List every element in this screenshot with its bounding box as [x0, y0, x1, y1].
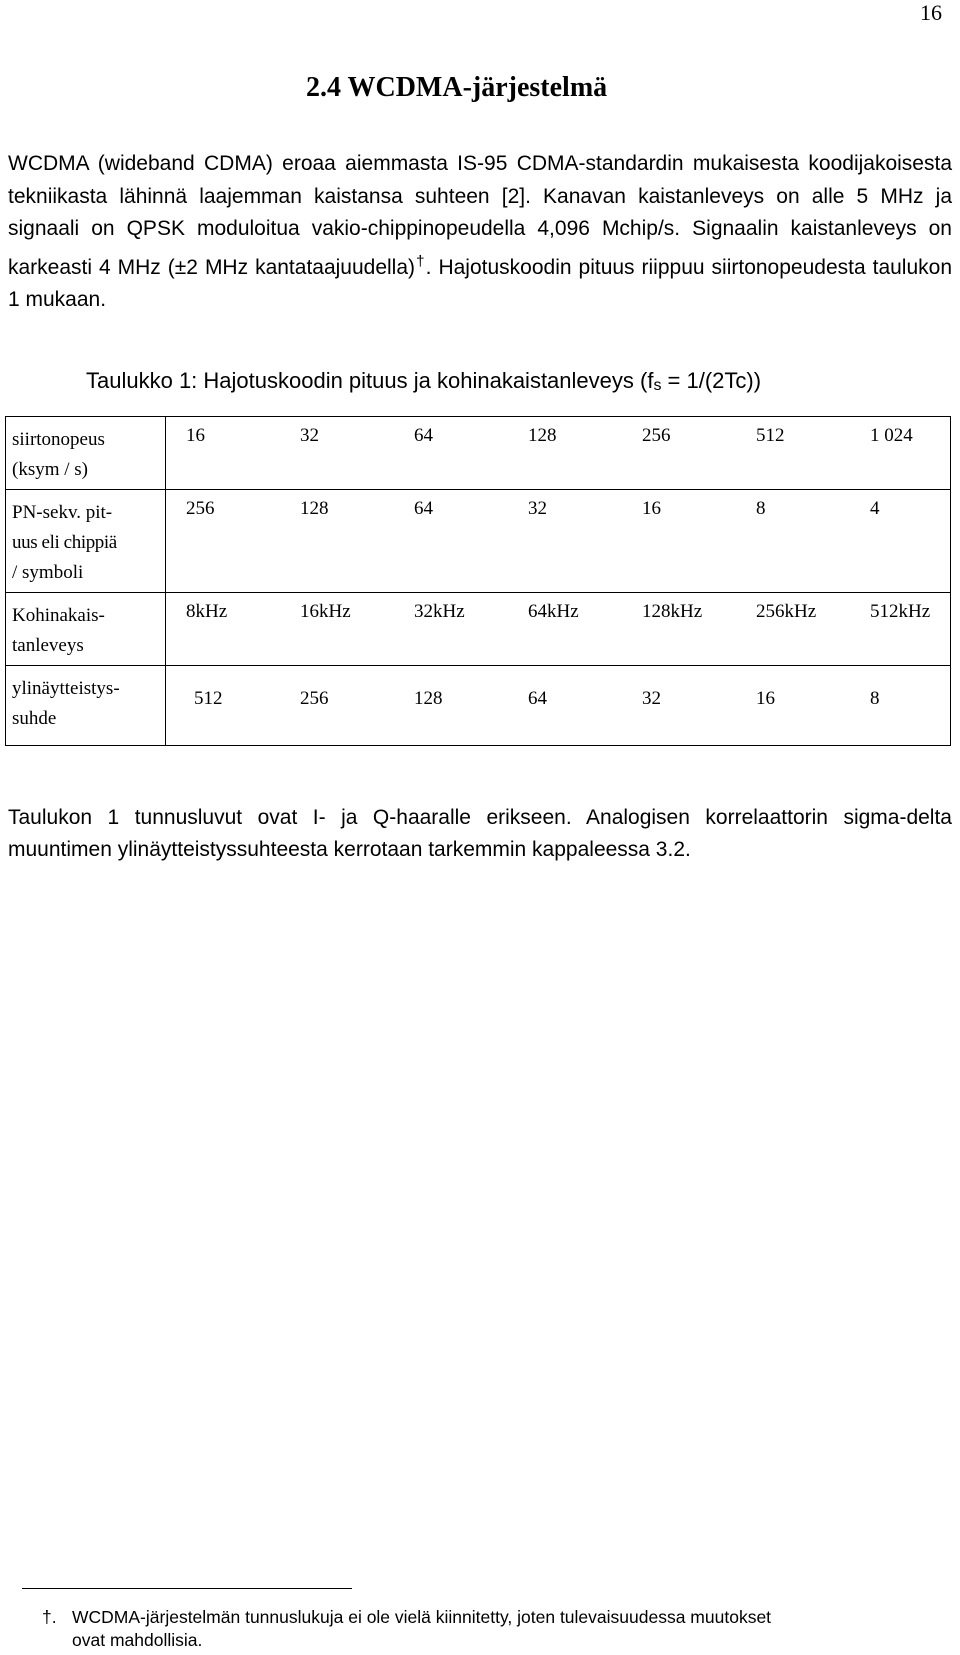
row-header-line: ylinäytteistys-	[12, 678, 120, 699]
row-values	[166, 417, 951, 490]
table-cell: 256	[300, 688, 329, 709]
table-cell: 64	[528, 688, 547, 709]
row-header	[6, 417, 166, 490]
table-cell: 512kHz	[870, 601, 931, 622]
table-caption	[86, 368, 761, 394]
table-cell: 16	[756, 688, 775, 709]
caption-end: = 1/(2Tc))	[661, 368, 762, 393]
footnote-mark: †.	[42, 1607, 57, 1627]
footnote-text-line1: WCDMA-järjestelmän tunnuslukuja ei ole vielä kiinnitetty, joten tulevaisuudessa muutokset	[72, 1607, 772, 1627]
table-cell: 8	[870, 688, 880, 709]
row-header-line: siirtonopeus	[12, 429, 105, 450]
table-cell: 128	[300, 498, 329, 519]
row-header-line: tanleveys	[12, 635, 84, 656]
after-table-text: Taulukon 1 tunnusluvut ovat I- ja Q-haaralle erikseen. Analogisen korrelaattorin sigma-delta muuntimen ylinäytteistyssuhteesta kerrotaan tarkemmin kappaleessa 3.2.	[8, 806, 952, 861]
table-cell: 128	[414, 688, 443, 709]
table-cell: 128	[528, 425, 557, 446]
table-cell: 256	[642, 425, 671, 446]
table-cell: 1 024	[870, 425, 913, 446]
row-header-line: (ksym / s)	[12, 459, 88, 480]
row-values	[166, 593, 951, 666]
table-cell: 8	[756, 498, 766, 519]
spreading-code-table	[5, 416, 951, 746]
caption-subscript: s	[653, 377, 662, 394]
table-cell: 512	[194, 688, 223, 709]
section-heading: 2.4 WCDMA-järjestelmä	[306, 72, 608, 103]
row-header	[6, 666, 166, 746]
caption-main: Taulukko 1: Hajotuskoodin pituus ja kohinakaistanleveys (f	[86, 368, 654, 393]
table-cell: 64	[414, 425, 433, 446]
after-table-paragraph	[8, 802, 952, 866]
row-header-line: Kohinakais-	[12, 605, 105, 626]
table-cell: 512	[756, 425, 785, 446]
table-cell: 128kHz	[642, 601, 703, 622]
row-header	[6, 593, 166, 666]
table-cell: 16kHz	[300, 601, 351, 622]
table-row-siirtonopeus	[6, 417, 951, 490]
table-cell: 4	[870, 498, 880, 519]
table-cell: 32	[300, 425, 319, 446]
table-row-pn-sekv	[6, 490, 951, 593]
footnote	[42, 1606, 942, 1652]
footnote-divider	[22, 1588, 352, 1589]
table-row-ylinaytteistyssuhde	[6, 666, 951, 746]
row-header-line: / symboli	[12, 562, 84, 583]
table-cell: 256kHz	[756, 601, 817, 622]
intro-paragraph	[8, 148, 952, 317]
table-cell: 16	[642, 498, 661, 519]
footnote-text-line2: ovat mahdollisia.	[72, 1630, 203, 1650]
table-cell: 32kHz	[414, 601, 465, 622]
row-values	[166, 666, 951, 746]
row-header-line: uus eli chippiä	[12, 532, 117, 553]
row-header-line: suhde	[12, 708, 57, 729]
table-cell: 32	[528, 498, 547, 519]
table-cell: 8kHz	[186, 601, 228, 622]
table-cell: 256	[186, 498, 215, 519]
table-cell: 64	[414, 498, 433, 519]
table-row-kohinakaistanleveys	[6, 593, 951, 666]
row-header	[6, 490, 166, 593]
table-cell: 32	[642, 688, 661, 709]
intro-text: WCDMA (wideband CDMA) eroaa aiemmasta IS-95 CDMA-standardin mukaisesta koodijakoisesta tekniikasta lähinnä laajemman kaistansa suhteen [2]. Kanavan kaistanleveys on alle 5 MHz ja signaali on QPSK moduloitua vakio-chippinopeudella 4,096 Mchip/s. Signaalin kaistanleveys on karkeasti 4 MHz (±2 MHz kantataajuudella)	[8, 152, 952, 279]
footnote-reference-mark: †	[415, 252, 426, 270]
page-number: 16	[920, 0, 942, 25]
table-cell: 16	[186, 425, 205, 446]
intro-text-end: . Hajotuskoodin pituus riippuu siirtonopeudesta taulukon 1 mukaan.	[8, 255, 952, 311]
table-cell: 64kHz	[528, 601, 579, 622]
row-values	[166, 490, 951, 593]
row-header-line: PN-sekv. pit-	[12, 502, 113, 523]
